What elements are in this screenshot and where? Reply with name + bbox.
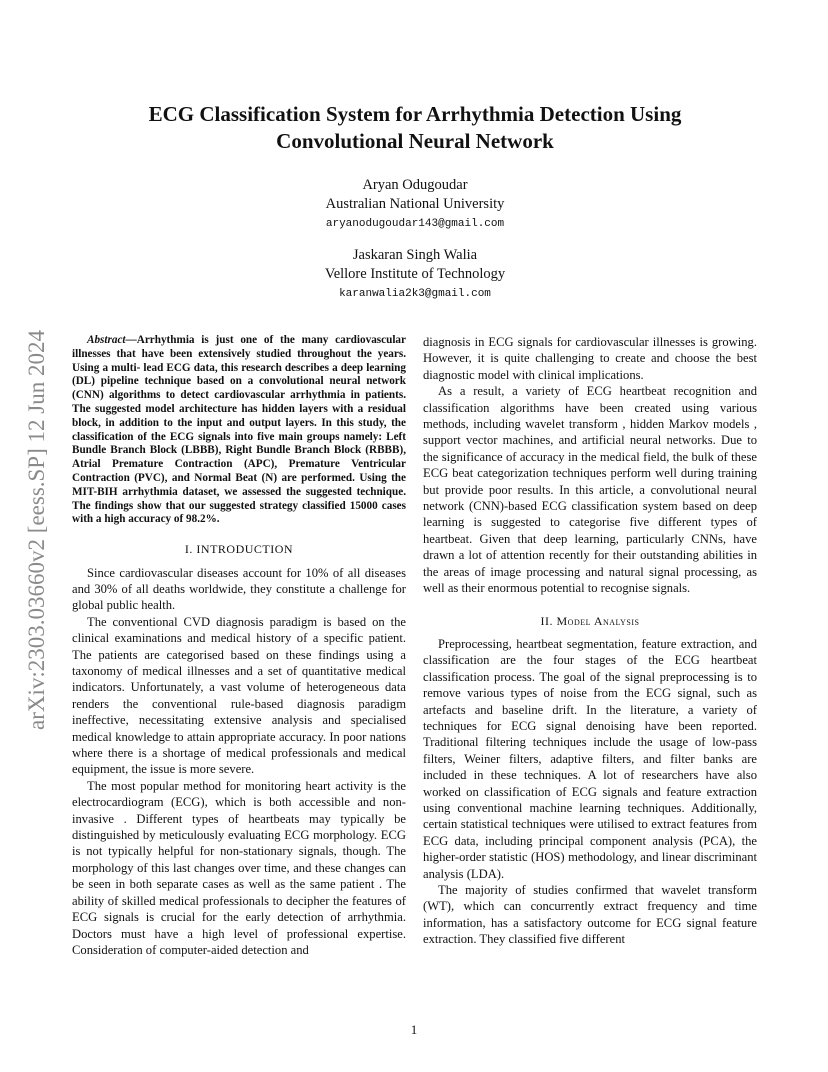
paragraph: Preprocessing, heartbeat segmentation, feature extraction, and classification are the four stages of the ECG heartbeat classification process. The goal of the signal preprocessing is to remove various types of noise from the ECG signal, such as artefacts and baseline drift. In the literature, a variety of techniques for ECG signal denoising have been reported. Traditional filtering techniques include the usage of low-pass filters, Weiner filters, adaptive filters, and filter banks are included in these techniques. A lot of researchers have also worked on classification of ECG signals and feature extraction using conventional machine learning techniques. Additionally, certain statistical techniques were utilised to extract features from ECG data, including principal component analysis (PCA), the higher-order statistic (HOS) methodology, and linear discriminant analysis (LDA). <box>423 636 757 881</box>
page-number: 1 <box>410 1022 418 1037</box>
author-block-1 <box>200 176 630 234</box>
left-column <box>72 334 406 958</box>
section-heading-model-analysis <box>423 613 757 629</box>
section-heading-introduction: I. INTRODUCTION <box>184 542 294 557</box>
right-column <box>423 334 757 948</box>
author-email[interactable]: aryanodugoudar143@gmail.com <box>325 218 505 230</box>
author-email[interactable]: karanwalia2k3@gmail.com <box>339 288 491 300</box>
author-name: Aryan Odugoudar <box>362 177 468 193</box>
paper-title <box>120 101 710 155</box>
section-title: Model Analysis <box>556 613 640 628</box>
author-block-2 <box>200 246 630 304</box>
paragraph: Since cardiovascular diseases account for 10% of all diseases and 30% of all deaths worldwide, they constitute a challenge for global public health. <box>72 565 406 613</box>
author-name: Jaskaran Singh Walia <box>352 247 478 263</box>
paragraph: The conventional CVD diagnosis paradigm is based on the clinical examinations and medical history of a specific patient. The patients are categorised based on these findings using a taxonomy of medical illnesses and a set of quantitative medical indicators. Unfortunately, a vast volume of heterogeneous data renders the conventional rule-based diagnosis paradigm ineffective, necessitating extensive analysis and specialised medical knowledge to attain appropriate accuracy. In poor nations where there is a shortage of medical professionals and medical equipment, the issue is more severe. <box>72 614 406 777</box>
arxiv-identifier: arXiv:2303.03660v2 [eess.SP] 12 Jun 2024 <box>24 330 49 730</box>
title-line-1: ECG Classification System for Arrhythmia Detection Using <box>148 102 682 126</box>
abstract-text: —Arrhythmia is just one of the many cardiovascular illnesses that have been extensively studied throughout the years. Using a multi- lead ECG data, this research describes a deep learning (DL) pipeline technique based on a convolutional neural network (CNN) algorithms to detect cardiovascular arrhythmia in patients. The suggested model architecture has hidden layers with a residual block, in addition to the input and output layers. In this study, the classification of the ECG signals into five main groups namely: Left Bundle Branch Block (LBBB), Right Bundle Branch Block (RBBB), Atrial Premature Contraction (APC), Premature Ventricular Contraction (PVC), and Normal Beat (N) are performed. Using the MIT-BIH arrhythmia dataset, we assessed the suggested technique. The findings show that our suggested strategy classified 15000 cases with a high accuracy of 98.2%. <box>72 334 406 526</box>
abstract <box>72 334 406 527</box>
paragraph: The most popular method for monitoring heart activity is the electrocardiogram (ECG), which is both accessible and non-invasive . Different types of heartbeats may typically be distinguished by meticulously evaluating ECG morphology. ECG is not typically helpful for non-stationary signals, though. The morphology of this last changes over time, and these changes can be seen in both separate cases as well as the same patient . The ability of skilled medical professionals to decipher the features of ECG signals is crucial for the early detection of arrhythmia. Doctors must have a high level of professional expertise. Consideration of computer-aided detection and <box>72 778 406 957</box>
author-affiliation: Australian National University <box>325 196 505 212</box>
author-affiliation: Vellore Institute of Technology <box>324 266 506 282</box>
title-line-2: Convolutional Neural Network <box>276 129 554 153</box>
paragraph: diagnosis in ECG signals for cardiovascular illnesses is growing. However, it is quite challenging to create and choose the best diagnostic model with clinical implications. <box>423 335 757 382</box>
abstract-label: Abstract <box>87 334 126 346</box>
section-number: II. <box>540 613 557 628</box>
paragraph: The majority of studies confirmed that wavelet transform (WT), which can concurrently extract frequency and time information, has a satisfactory outcome for ECG signal feature extraction. They classified five different <box>423 883 757 947</box>
arxiv-sidebar <box>17 290 57 770</box>
paragraph: As a result, a variety of ECG heartbeat recognition and classification algorithms have been created using various methods, including wavelet transform , hidden Markov models , support vector machines, and artificial neural networks. Due to the significance of accuracy in the medical field, the bulk of these ECG beat categorization techniques perform well during training but provide poor results. In this article, a convolutional neural network (CNN)-based ECG classification system based on deep learning is suggested to categorise five different types of heartbeat. Given that deep learning, particularly CNNs, have drawn a lot of attention recently for their outstanding abilities in the areas of image processing and natural signal processing, as well as their enormous potential to recognise signals. <box>423 384 757 596</box>
